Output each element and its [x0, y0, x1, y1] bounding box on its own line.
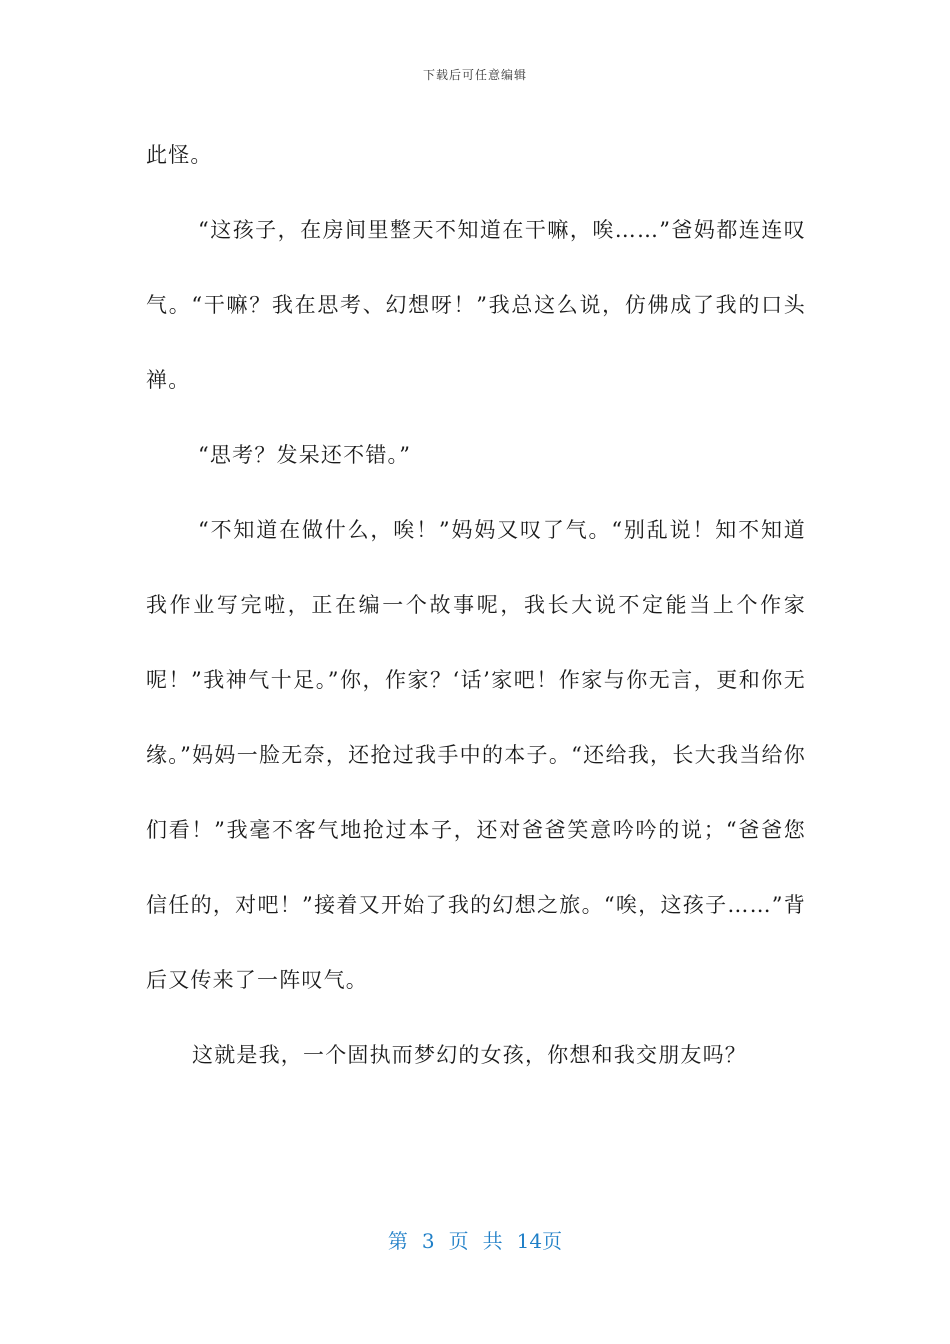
footer-total-prefix: 共: [482, 1229, 503, 1253]
footer-page-unit: 页: [448, 1229, 469, 1253]
paragraph-dialogue-3: “不知道在做什么，唉！”妈妈又叹了气。“别乱说！知不知道我作业写完啦，正在编一个故事呢，我长大说不定能当上个作家呢！”我神气十足。”你，作家？‘话’家吧！作家与你无言，更和你无缘。”妈妈一脸无奈，还抢过我手中的本子。“还给我，长大我当给你们看！”我毫不客气地抢过本子，还对爸爸笑意吟吟的说；“爸爸您信任的，对吧！”接着又开始了我的幻想之旅。“唉，这孩子……”背后又传来了一阵叹气。: [146, 518, 806, 992]
footer-prefix: 第: [387, 1229, 408, 1253]
page-header: 下载后可任意编辑: [422, 68, 527, 82]
paragraph-dialogue-2: “思考？发呆还不错。”: [198, 443, 412, 467]
document-body: [146, 118, 806, 1093]
paragraph-closing: 这就是我，一个固执而梦幻的女孩，你想和我交朋友吗？: [192, 1043, 747, 1067]
paragraph-continuation: 此怪。: [146, 143, 213, 167]
footer-current-page: 3: [421, 1229, 435, 1253]
footer-total-pages: 14页: [516, 1229, 563, 1253]
page-number-footer: [0, 1225, 950, 1254]
paragraph-dialogue-1: “这孩子，在房间里整天不知道在干嘛，唉……”爸妈都连连叹气。“干嘛？我在思考、幻想呀！”我总这么说，仿佛成了我的口头禅。: [146, 218, 806, 392]
